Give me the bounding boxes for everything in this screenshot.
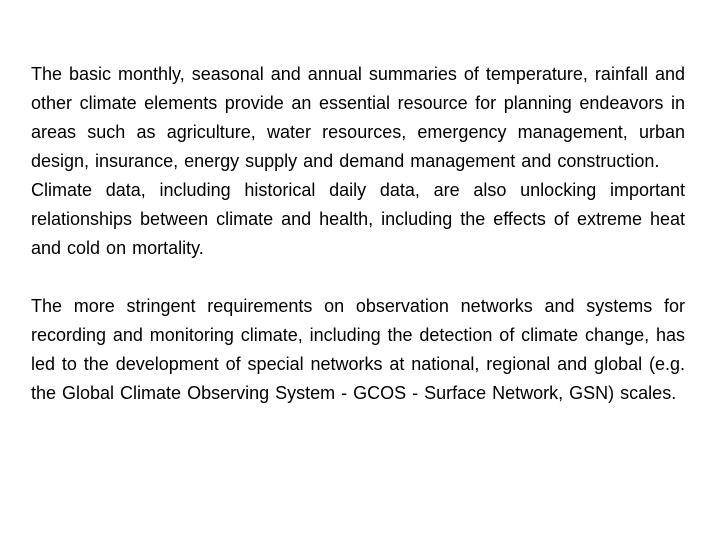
paragraph-climate-summaries: The basic monthly, seasonal and annual summaries of temperature, rainfall and other climate elements provide an essential resource for planning endeavors in areas such as agriculture, water resources, emergency management, urban design, insurance, energy supply and demand management and construction.: [31, 64, 685, 171]
paragraph-observation-networks: The more stringent requirements on observation networks and systems for recording and monitoring climate, including the detection of climate change, has led to the development of special networks at national, regional and global (e.g. the Global Climate Observing System - GCOS - Surface Network, GSN) scales.: [31, 296, 685, 403]
paragraph-climate-health: Climate data, including historical daily data, are also unlocking important relationships between climate and health, including the effects of extreme heat and cold on mortality.: [31, 180, 685, 258]
body-text: [31, 60, 685, 408]
